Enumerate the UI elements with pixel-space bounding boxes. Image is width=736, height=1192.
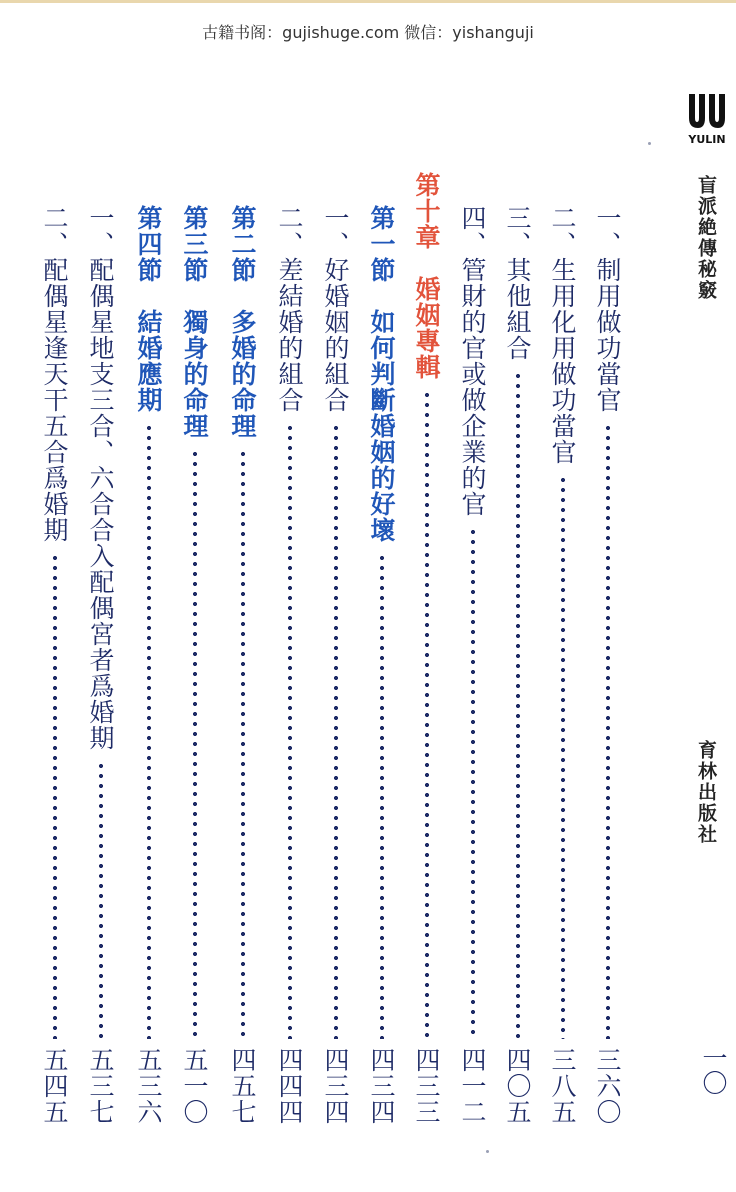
toc-entry-page: 五三六 — [134, 1047, 163, 1125]
toc-entry[interactable] — [595, 205, 620, 1125]
book-title: 盲派絶傳秘竅 — [695, 175, 717, 301]
top-border — [0, 0, 736, 3]
toc-chapter[interactable] — [414, 172, 439, 1125]
chapter-title: 第十章 婚姻專輯 — [412, 172, 441, 380]
section-title: 第四節 結婚應期 — [134, 205, 163, 413]
toc-section[interactable] — [230, 205, 255, 1125]
toc-entry-page: 四〇五 — [503, 1047, 532, 1125]
toc-entry[interactable] — [42, 205, 67, 1125]
section-title: 第一節 如何判斷婚姻的好壞 — [367, 205, 396, 543]
toc-entry-page: 五一〇 — [180, 1047, 209, 1125]
toc-entry-page: 四五七 — [228, 1047, 257, 1125]
dot-leader — [471, 527, 475, 1039]
dot-leader — [606, 423, 610, 1039]
watermark: 古籍书阁：gujishuge.com 微信：yishanguji — [202, 23, 534, 42]
toc-section[interactable] — [136, 205, 161, 1125]
toc-entry[interactable] — [277, 205, 302, 1125]
yulin-logo — [683, 88, 731, 148]
toc-entry-title: 一、制用做功當官 — [593, 205, 622, 413]
toc-section[interactable] — [369, 205, 394, 1125]
toc-entry-title: 四、管財的官或做企業的官 — [458, 205, 487, 517]
toc-entry[interactable] — [460, 205, 485, 1125]
section-title: 第三節 獨身的命理 — [180, 205, 209, 439]
dot-leader — [380, 553, 384, 1039]
section-title: 第二節 多婚的命理 — [228, 205, 257, 439]
publisher-name: 育林出版社 — [695, 740, 717, 845]
page-number: 一〇 — [699, 1045, 728, 1095]
toc-section[interactable] — [182, 205, 207, 1125]
toc-entry-title: 一、好婚姻的組合 — [321, 205, 350, 413]
toc-entry[interactable] — [323, 205, 348, 1125]
dot-leader — [288, 423, 292, 1039]
dot-leader — [147, 423, 151, 1039]
toc-entry[interactable] — [505, 205, 530, 1125]
dot-leader — [53, 553, 57, 1039]
toc-entry[interactable] — [550, 205, 575, 1125]
dot-leader — [516, 371, 520, 1039]
paper-speck — [486, 1150, 489, 1153]
dot-leader — [99, 761, 103, 1039]
toc-entry-title: 二、生用化用做功當官 — [548, 205, 577, 465]
toc-entry-page: 四三四 — [367, 1047, 396, 1125]
toc-entry-page: 五三七 — [86, 1047, 115, 1125]
toc-entry-page: 四三四 — [321, 1047, 350, 1125]
toc-entry-page: 四一二 — [458, 1047, 487, 1125]
toc-entry-title: 一、配偶星地支三合、六合合入配偶宮者爲婚期 — [86, 205, 115, 751]
toc-entry-title: 二、差結婚的組合 — [275, 205, 304, 413]
toc-entry-page: 四三三 — [412, 1047, 441, 1125]
toc-entry-page: 三六〇 — [593, 1047, 622, 1125]
toc-entry-page: 五四五 — [40, 1047, 69, 1125]
toc-entry-title: 二、配偶星逢天干五合爲婚期 — [40, 205, 69, 543]
dot-leader — [425, 390, 429, 1039]
dot-leader — [334, 423, 338, 1039]
toc-entry-page: 四四四 — [275, 1047, 304, 1125]
dot-leader — [241, 449, 245, 1039]
paper-speck — [648, 142, 651, 145]
toc-entry-title: 三、其他組合 — [503, 205, 532, 361]
logo-text: YULIN — [688, 133, 726, 146]
dot-leader — [561, 475, 565, 1039]
toc-entry-page: 三八五 — [548, 1047, 577, 1125]
toc-entry[interactable] — [88, 205, 113, 1125]
dot-leader — [193, 449, 197, 1039]
